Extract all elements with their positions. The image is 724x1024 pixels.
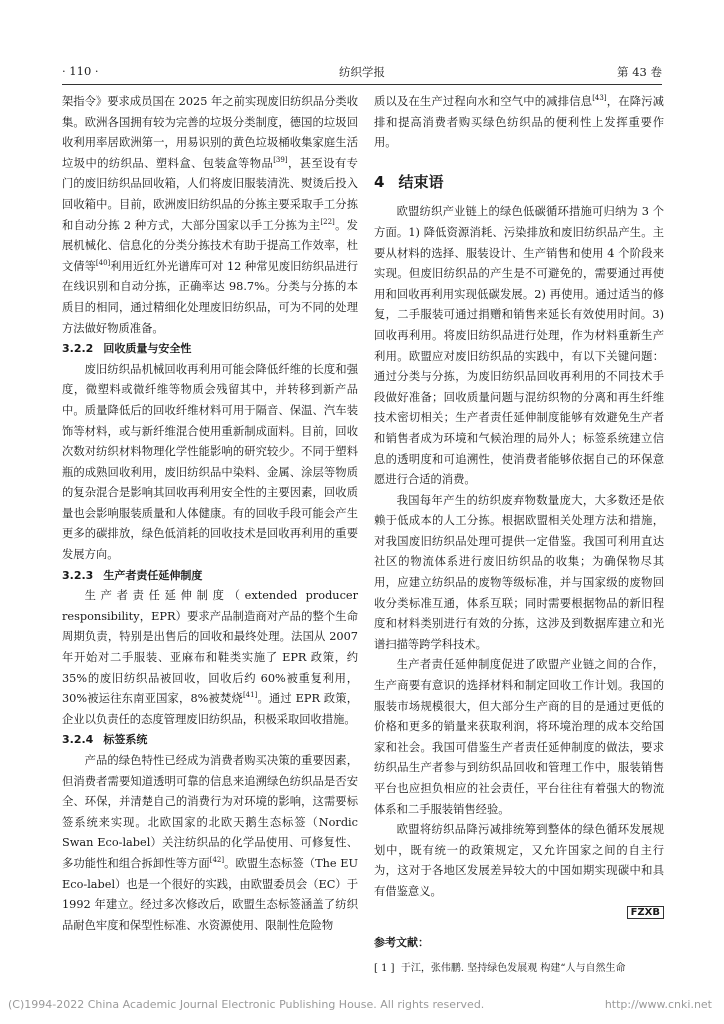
citation[interactable]: [41] (242, 691, 258, 700)
citation[interactable]: [39] (273, 156, 288, 165)
citation[interactable]: [43] (592, 94, 607, 103)
copyright-footer (8, 998, 716, 1011)
reference-item: [ 1 ] 于江，张伟鹏. 坚持绿色发展观 构建“人与自然生命 (374, 962, 626, 974)
paragraph: 废旧纺织品机械回收再利用可能会降低纤维的长度和强度，微塑料或微纤维等物质会残留其中，并转移到新产品中。质量降低后的回收纤维材料可用于隔音、保温、汽车装饰等材料，或与新纤维混合使用重新制成面料。目前，回收次数对纺织材料物理化学性能影响的研究较少。不同于塑料瓶的成熟回收利用，废旧纺织品中染料、金属、涂层等物质的复杂混合是影响其回收再利用安全性的主要因素，回收质量也会影响服装质量和人体健康。有的回收手段可能会产生更多的碳排放，绿色低消耗的回收技术是回收再利用的重要发展方向。 (62, 362, 358, 562)
paragraph: 欧盟将纺织品降污减排统筹到整体的绿色循环发展规划中，既有统一的政策规定，又允许国家之间的自主行为，这对于各地区发展差异较大的中国如期实现碳中和具有借鉴意义。 (374, 823, 664, 898)
subsection-heading-3-2-4: 3.2.4 标签系统 (62, 733, 148, 747)
article-end-mark: FZXB (374, 903, 664, 924)
running-header (62, 62, 662, 85)
paragraph: 欧盟纺织产业链上的绿色低碳循环措施可归纳为 3 个方面。1) 降低资源消耗、污染排放和废旧纺织品产生。主要从材料的选择、服装设计、生产销售和使用 4 个阶段来实现。但废旧纺织品的产生是不可避免的，需要通过再使用和回收再利用实现低碳发展。2) 再使用。通过适当的修复，二手服装可通过捐赠和销售来延长有效使用时间。3) 回收再利用。将废旧纺织品进行处理，作为材料重新生产利用。欧盟应对废旧纺织品的实践中，有以下关键问题：通过分类与分拣，为废旧纺织品回收再利用的不同技术手段做好准备；回收质量问题与混纺织物的分离和再生纤维技术密切相关；生产者责任延伸制度能够有效避免生产者和销售者成为环境和气候治理的局外人；标签系统建立信息的透明度和可追溯性，使消费者能够依据自己的环保意愿进行合适的消费。 (374, 205, 664, 487)
subsection-heading-3-2-3: 3.2.3 生产者责任延伸制度 (62, 568, 203, 582)
copyright-notice: (C)1994-2022 China Academic Journal Electronic Publishing House. All rights reserved. (8, 998, 485, 1011)
page-number: · 110 · (62, 64, 99, 78)
citation[interactable]: [42] (209, 856, 225, 865)
paragraph: 架指令》要求成员国在 2025 年之前实现废旧纺织品分类收集。欧洲各国拥有较为完善的垃圾分类制度，德国的垃圾回收利用率居欧洲第一，用易识别的黄色垃圾桶收集家庭生活垃圾中的纺织品、塑料盒、包装盒等物品[39]，甚至设有专门的废旧纺织品回收箱，人们将废旧服装清洗、熨烫后投入回收箱中。目前，欧洲废旧纺织品的分拣主要采取手工分拣和自动分拣 2 种方式，大部分国家以手工分拣为主[22]。发展机械化、信息化的分类分拣技术有助于提高工作效率，杜文倩等[40]利用近红外光谱库可对 12 种常见废旧纺织品进行在线识别和自动分拣，正确率达 98.7%。分类与分拣的本质目的相同，通过精细化处理废旧纺织品，可为不同的处理方法做好物质准备。 (62, 95, 358, 335)
paragraph: 生产者责任延伸制度促进了欧盟产业链之间的合作，生产商要有意识的选择材料和制定回收工作计划。我国的服装市场规模很大，但大部分生产商的目的是通过更低的价格和更多的销量来获取利润，将环境治理的成本交给国家和社会。我国可借鉴生产者责任延伸制度的做法，要求纺织品生产者参与到纺织品回收和管理工作中，服装销售平台也应担负相应的社会责任，平台往往有着强大的物流体系和二手服装销售经验。 (374, 658, 664, 816)
left-column (62, 92, 358, 936)
journal-name: 纺织学报 (339, 65, 385, 79)
citation[interactable]: [40] (95, 258, 111, 267)
paragraph: 生产者责任延伸制度（extended producer responsibility，EPR）要求产品制造商对产品的整个生命周期负责，特别是出售后的回收和最终处理。法国从 2007 年开始对二手服装、亚麻布和鞋类实施了 EPR 政策，约 35%的废旧纺织品被回收，回收后约 60%被重复利用，30%被运往东南亚国家，8%被焚烧[41]。通过 EPR 政策，企业以负责任的态度管理废旧纺织品，积极采取回收措施。 (62, 589, 358, 726)
paragraph: 产品的绿色特性已经成为消费者购买决策的重要因素，但消费者需要知道透明可靠的信息来追溯绿色纺织品是否安全、环保，并清楚自己的消费行为对环境的影响，这需要标签系统来实现。北欧国家的北欧天鹅生态标签（Nordic Swan Eco-label）关注纺织品的化学品使用、可修复性、多功能性和组合拆卸性等方面[42]。欧盟生态标签（The EU Eco-label）也是一个很好的实践，由欧盟委员会（EC）于 1992 年建立。经过多次修改后，欧盟生态标签涵盖了纺织品耐色牢度和保型性标准、水资源使用、限制性危险物 (62, 754, 358, 932)
volume-number: 第 43 卷 (617, 65, 662, 79)
subsection-heading-3-2-2: 3.2.2 回收质量与安全性 (62, 342, 192, 356)
cnki-link[interactable]: http://www.cnki.net (604, 998, 712, 1011)
paragraph: 我国每年产生的纺织废弃物数量庞大，大多数还是依赖于低成本的人工分拣。根据欧盟相关处理方法和措施，对我国废旧纺织品处理可提供一定借鉴。我国可利用直达社区的物流体系进行废旧纺织品的收集；为确保物尽其用，应建立纺织品的废物等级标准，并与国家级的废物回收分类标准互通，体系互联；同时需要根据物品的新旧程度和材料类别进行有效的分拣，这涉及到数据库建立和光谱扫描等跨学科技术。 (374, 493, 664, 651)
paragraph: 质以及在生产过程向水和空气中的减排信息[43]，在降污减排和提高消费者购买绿色纺织品的便利性上发挥重要作用。 (374, 94, 664, 150)
section-heading-conclusion: 4 结束语 (374, 172, 444, 191)
references-heading: 参考文献： (374, 936, 429, 950)
citation[interactable]: [22] (320, 217, 335, 226)
right-column (374, 92, 664, 978)
reference-number: [ 1 ] (374, 962, 395, 974)
